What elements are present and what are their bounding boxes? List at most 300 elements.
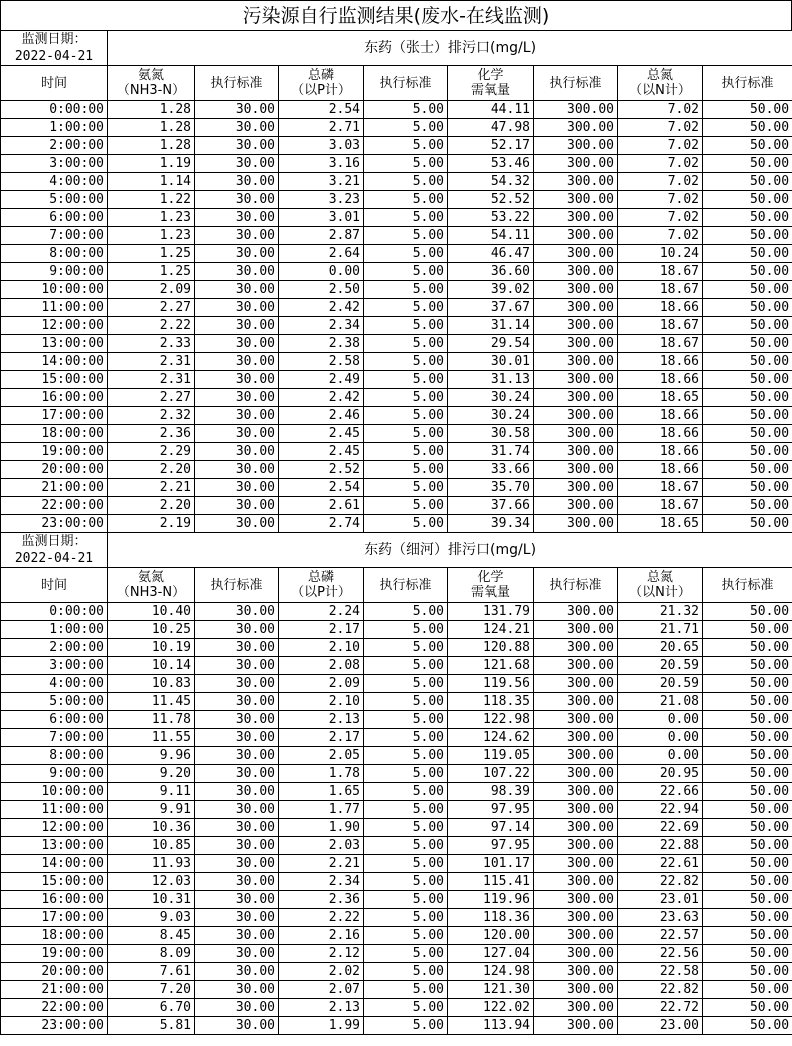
value-cell: 300.00: [534, 173, 618, 191]
value-cell: 300.00: [534, 479, 618, 497]
value-cell: 10.31: [108, 891, 195, 909]
time-cell: 21:00:00: [1, 479, 108, 497]
value-cell: 2.09: [108, 281, 195, 299]
value-cell: 50.00: [703, 891, 792, 909]
value-cell: 2.17: [279, 621, 364, 639]
table-row: [1, 873, 792, 891]
time-cell: 4:00:00: [1, 675, 108, 693]
value-cell: 300.00: [534, 621, 618, 639]
value-cell: 5.00: [364, 621, 448, 639]
value-cell: 300.00: [534, 119, 618, 137]
table-row: [1, 603, 792, 621]
value-cell: 300.00: [534, 747, 618, 765]
monitoring-date-cell: [1, 31, 108, 66]
value-cell: 54.11: [448, 227, 534, 245]
time-cell: 23:00:00: [1, 1017, 108, 1035]
time-cell: 12:00:00: [1, 317, 108, 335]
value-cell: 10.19: [108, 639, 195, 657]
value-cell: 50.00: [703, 173, 792, 191]
value-cell: 300.00: [534, 819, 618, 837]
value-cell: 50.00: [703, 909, 792, 927]
value-cell: 300.00: [534, 693, 618, 711]
value-cell: 300.00: [534, 461, 618, 479]
value-cell: 50.00: [703, 515, 792, 533]
table-row: [1, 443, 792, 461]
value-cell: 50.00: [703, 461, 792, 479]
value-cell: 5.00: [364, 299, 448, 317]
value-cell: 18.67: [618, 335, 703, 353]
value-cell: 10.24: [618, 245, 703, 263]
page-title: 污染源自行监测结果(废水-在线监测): [0, 0, 792, 30]
value-cell: 5.00: [364, 1017, 448, 1035]
value-cell: 0.00: [618, 729, 703, 747]
time-cell: 7:00:00: [1, 227, 108, 245]
value-cell: 5.00: [364, 657, 448, 675]
value-cell: 300.00: [534, 443, 618, 461]
value-cell: 30.00: [195, 999, 279, 1017]
value-cell: 300.00: [534, 963, 618, 981]
value-cell: 30.00: [195, 461, 279, 479]
value-cell: 2.74: [279, 515, 364, 533]
value-cell: 300.00: [534, 855, 618, 873]
table-row: [1, 945, 792, 963]
value-cell: 7.20: [108, 981, 195, 999]
time-cell: 19:00:00: [1, 443, 108, 461]
value-cell: 300.00: [534, 1017, 618, 1035]
table-row: [1, 963, 792, 981]
value-cell: 50.00: [703, 963, 792, 981]
time-cell: 2:00:00: [1, 639, 108, 657]
value-cell: 121.30: [448, 981, 534, 999]
value-cell: 1.28: [108, 101, 195, 119]
value-cell: 300.00: [534, 389, 618, 407]
value-cell: 50.00: [703, 353, 792, 371]
value-cell: 2.09: [279, 675, 364, 693]
value-cell: 8.09: [108, 945, 195, 963]
value-cell: 30.00: [195, 801, 279, 819]
value-cell: 300.00: [534, 657, 618, 675]
value-cell: 50.00: [703, 873, 792, 891]
value-cell: 113.94: [448, 1017, 534, 1035]
value-cell: 5.00: [364, 497, 448, 515]
value-cell: 36.60: [448, 263, 534, 281]
value-cell: 300.00: [534, 945, 618, 963]
value-cell: 300.00: [534, 425, 618, 443]
value-cell: 30.00: [195, 281, 279, 299]
value-cell: 30.00: [195, 639, 279, 657]
value-cell: 300.00: [534, 711, 618, 729]
value-cell: 5.00: [364, 209, 448, 227]
table-row: [1, 891, 792, 909]
value-cell: 2.49: [279, 371, 364, 389]
value-cell: 300.00: [534, 515, 618, 533]
value-cell: 5.00: [364, 173, 448, 191]
value-cell: 50.00: [703, 299, 792, 317]
time-cell: 4:00:00: [1, 173, 108, 191]
value-cell: 10.25: [108, 621, 195, 639]
value-cell: 22.61: [618, 855, 703, 873]
value-cell: 5.00: [364, 963, 448, 981]
value-cell: 5.00: [364, 693, 448, 711]
value-cell: 5.00: [364, 819, 448, 837]
value-cell: 30.00: [195, 353, 279, 371]
value-cell: 119.96: [448, 891, 534, 909]
value-cell: 50.00: [703, 101, 792, 119]
value-cell: 300.00: [534, 407, 618, 425]
value-cell: 18.67: [618, 479, 703, 497]
value-cell: 35.70: [448, 479, 534, 497]
value-cell: 5.00: [364, 227, 448, 245]
value-cell: 12.03: [108, 873, 195, 891]
value-cell: 7.02: [618, 101, 703, 119]
value-cell: 2.08: [279, 657, 364, 675]
value-cell: 5.00: [364, 729, 448, 747]
table-row: [1, 981, 792, 999]
time-cell: 22:00:00: [1, 497, 108, 515]
time-cell: 16:00:00: [1, 891, 108, 909]
value-cell: 46.47: [448, 245, 534, 263]
value-cell: 300.00: [534, 281, 618, 299]
value-cell: 3.21: [279, 173, 364, 191]
table-row: [1, 389, 792, 407]
value-cell: 30.00: [195, 927, 279, 945]
value-cell: 20.65: [618, 639, 703, 657]
time-cell: 0:00:00: [1, 603, 108, 621]
table-row: [1, 783, 792, 801]
value-cell: 5.00: [364, 747, 448, 765]
value-cell: 11.45: [108, 693, 195, 711]
value-cell: 18.66: [618, 407, 703, 425]
outlet-title: 东药（张士）排污口(mg/L): [108, 31, 792, 66]
value-cell: 54.32: [448, 173, 534, 191]
monitoring-date-label: 监测日期：: [21, 32, 87, 47]
value-cell: 22.88: [618, 837, 703, 855]
time-cell: 18:00:00: [1, 927, 108, 945]
value-cell: 30.00: [195, 873, 279, 891]
value-cell: 18.66: [618, 371, 703, 389]
value-cell: 30.00: [195, 299, 279, 317]
value-cell: 50.00: [703, 675, 792, 693]
column-header-row: [1, 568, 792, 603]
value-cell: 3.16: [279, 155, 364, 173]
time-cell: 13:00:00: [1, 837, 108, 855]
time-cell: 20:00:00: [1, 963, 108, 981]
value-cell: 50.00: [703, 819, 792, 837]
value-cell: 30.00: [195, 729, 279, 747]
value-cell: 30.00: [195, 137, 279, 155]
value-cell: 5.00: [364, 801, 448, 819]
value-cell: 22.72: [618, 999, 703, 1017]
time-cell: 6:00:00: [1, 209, 108, 227]
value-cell: 5.00: [364, 603, 448, 621]
value-cell: 30.00: [195, 335, 279, 353]
value-cell: 1.99: [279, 1017, 364, 1035]
value-cell: 50.00: [703, 711, 792, 729]
value-cell: 30.00: [195, 119, 279, 137]
value-cell: 2.87: [279, 227, 364, 245]
value-cell: 22.82: [618, 873, 703, 891]
table-row: [1, 621, 792, 639]
value-cell: 50.00: [703, 317, 792, 335]
value-cell: 10.85: [108, 837, 195, 855]
value-cell: 2.34: [279, 317, 364, 335]
value-cell: 300.00: [534, 245, 618, 263]
value-cell: 2.52: [279, 461, 364, 479]
column-header: 氨氮 （NH3-N）: [108, 568, 195, 603]
column-header: 执行标准: [703, 568, 792, 603]
monitoring-date-value: 2022-04-21: [14, 551, 94, 566]
value-cell: 18.66: [618, 443, 703, 461]
value-cell: 18.66: [618, 353, 703, 371]
value-cell: 5.00: [364, 639, 448, 657]
value-cell: 2.32: [108, 407, 195, 425]
table-row: [1, 675, 792, 693]
value-cell: 300.00: [534, 765, 618, 783]
table-row: [1, 119, 792, 137]
value-cell: 30.00: [195, 621, 279, 639]
value-cell: 18.65: [618, 515, 703, 533]
value-cell: 5.00: [364, 711, 448, 729]
value-cell: 30.00: [195, 479, 279, 497]
value-cell: 2.31: [108, 353, 195, 371]
value-cell: 300.00: [534, 927, 618, 945]
table-row: [1, 909, 792, 927]
table-row: [1, 299, 792, 317]
value-cell: 50.00: [703, 657, 792, 675]
value-cell: 30.00: [195, 407, 279, 425]
value-cell: 9.96: [108, 747, 195, 765]
monitoring-date-value: 2022-04-21: [14, 49, 94, 64]
value-cell: 300.00: [534, 137, 618, 155]
value-cell: 300.00: [534, 317, 618, 335]
column-header: 执行标准: [534, 66, 618, 101]
value-cell: 50.00: [703, 999, 792, 1017]
time-cell: 13:00:00: [1, 335, 108, 353]
value-cell: 118.35: [448, 693, 534, 711]
column-header: 执行标准: [195, 66, 279, 101]
value-cell: 50.00: [703, 371, 792, 389]
value-cell: 300.00: [534, 783, 618, 801]
table-row: [1, 425, 792, 443]
time-cell: 1:00:00: [1, 119, 108, 137]
column-header: 氨氮 （NH3-N）: [108, 66, 195, 101]
time-cell: 0:00:00: [1, 101, 108, 119]
value-cell: 50.00: [703, 837, 792, 855]
value-cell: 30.00: [195, 981, 279, 999]
value-cell: 30.00: [195, 819, 279, 837]
column-header: 总氮 （以N计）: [618, 568, 703, 603]
value-cell: 107.22: [448, 765, 534, 783]
column-header: 总磷 （以P计）: [279, 66, 364, 101]
column-header: 化学 需氧量: [448, 66, 534, 101]
value-cell: 18.67: [618, 281, 703, 299]
value-cell: 300.00: [534, 981, 618, 999]
column-header: 执行标准: [364, 568, 448, 603]
value-cell: 5.00: [364, 389, 448, 407]
table-row: [1, 479, 792, 497]
value-cell: 5.00: [364, 765, 448, 783]
value-cell: 5.00: [364, 317, 448, 335]
monitoring-date-cell: [1, 533, 108, 568]
time-cell: 21:00:00: [1, 981, 108, 999]
value-cell: 300.00: [534, 335, 618, 353]
value-cell: 115.41: [448, 873, 534, 891]
value-cell: 2.22: [279, 909, 364, 927]
table-row: [1, 1017, 792, 1035]
value-cell: 50.00: [703, 119, 792, 137]
table-row: [1, 191, 792, 209]
value-cell: 30.00: [195, 317, 279, 335]
value-cell: 30.00: [195, 101, 279, 119]
time-cell: 22:00:00: [1, 999, 108, 1017]
table-row: [1, 245, 792, 263]
value-cell: 5.00: [364, 927, 448, 945]
value-cell: 5.00: [364, 443, 448, 461]
value-cell: 5.00: [364, 479, 448, 497]
value-cell: 53.22: [448, 209, 534, 227]
value-cell: 2.36: [279, 891, 364, 909]
value-cell: 1.78: [279, 765, 364, 783]
value-cell: 9.20: [108, 765, 195, 783]
time-cell: 18:00:00: [1, 425, 108, 443]
value-cell: 9.03: [108, 909, 195, 927]
value-cell: 21.71: [618, 621, 703, 639]
value-cell: 1.22: [108, 191, 195, 209]
value-cell: 18.66: [618, 425, 703, 443]
value-cell: 7.02: [618, 209, 703, 227]
value-cell: 30.00: [195, 837, 279, 855]
time-cell: 11:00:00: [1, 299, 108, 317]
value-cell: 5.00: [364, 675, 448, 693]
value-cell: 120.88: [448, 639, 534, 657]
value-cell: 300.00: [534, 299, 618, 317]
value-cell: 2.29: [108, 443, 195, 461]
value-cell: 44.11: [448, 101, 534, 119]
value-cell: 2.02: [279, 963, 364, 981]
value-cell: 47.98: [448, 119, 534, 137]
table-row: [1, 927, 792, 945]
column-header: 执行标准: [534, 568, 618, 603]
value-cell: 2.42: [279, 389, 364, 407]
value-cell: 2.71: [279, 119, 364, 137]
value-cell: 53.46: [448, 155, 534, 173]
value-cell: 1.23: [108, 209, 195, 227]
value-cell: 50.00: [703, 693, 792, 711]
value-cell: 30.00: [195, 515, 279, 533]
value-cell: 2.42: [279, 299, 364, 317]
value-cell: 124.62: [448, 729, 534, 747]
value-cell: 50.00: [703, 245, 792, 263]
value-cell: 39.02: [448, 281, 534, 299]
value-cell: 2.22: [108, 317, 195, 335]
table-row: [1, 155, 792, 173]
table-row: [1, 855, 792, 873]
value-cell: 30.00: [195, 155, 279, 173]
value-cell: 8.45: [108, 927, 195, 945]
value-cell: 5.00: [364, 873, 448, 891]
value-cell: 10.14: [108, 657, 195, 675]
time-cell: 17:00:00: [1, 407, 108, 425]
value-cell: 300.00: [534, 371, 618, 389]
value-cell: 5.00: [364, 101, 448, 119]
value-cell: 2.38: [279, 335, 364, 353]
column-header: 化学 需氧量: [448, 568, 534, 603]
column-header: 总氮 （以N计）: [618, 66, 703, 101]
time-cell: 2:00:00: [1, 137, 108, 155]
time-cell: 7:00:00: [1, 729, 108, 747]
value-cell: 3.03: [279, 137, 364, 155]
value-cell: 1.25: [108, 245, 195, 263]
value-cell: 2.13: [279, 711, 364, 729]
value-cell: 22.69: [618, 819, 703, 837]
value-cell: 2.10: [279, 693, 364, 711]
value-cell: 300.00: [534, 675, 618, 693]
value-cell: 22.66: [618, 783, 703, 801]
column-header: 执行标准: [703, 66, 792, 101]
value-cell: 22.57: [618, 927, 703, 945]
value-cell: 2.34: [279, 873, 364, 891]
value-cell: 30.00: [195, 245, 279, 263]
value-cell: 5.00: [364, 891, 448, 909]
value-cell: 7.02: [618, 227, 703, 245]
value-cell: 2.10: [279, 639, 364, 657]
value-cell: 37.66: [448, 497, 534, 515]
value-cell: 127.04: [448, 945, 534, 963]
column-header: 时间: [1, 66, 108, 101]
time-cell: 11:00:00: [1, 801, 108, 819]
table-row: [1, 137, 792, 155]
table-row: [1, 819, 792, 837]
outlet-title: 东药（细河）排污口(mg/L): [108, 533, 792, 568]
value-cell: 1.23: [108, 227, 195, 245]
value-cell: 10.36: [108, 819, 195, 837]
time-cell: 16:00:00: [1, 389, 108, 407]
value-cell: 300.00: [534, 497, 618, 515]
value-cell: 7.61: [108, 963, 195, 981]
value-cell: 30.00: [195, 693, 279, 711]
value-cell: 30.58: [448, 425, 534, 443]
value-cell: 30.00: [195, 425, 279, 443]
monitoring-date-label: 监测日期：: [21, 534, 87, 549]
value-cell: 1.14: [108, 173, 195, 191]
value-cell: 50.00: [703, 425, 792, 443]
time-cell: 12:00:00: [1, 819, 108, 837]
value-cell: 50.00: [703, 479, 792, 497]
value-cell: 2.05: [279, 747, 364, 765]
value-cell: 124.98: [448, 963, 534, 981]
value-cell: 30.00: [195, 371, 279, 389]
table-row: [1, 101, 792, 119]
value-cell: 5.81: [108, 1017, 195, 1035]
column-header: 执行标准: [364, 66, 448, 101]
value-cell: 2.45: [279, 443, 364, 461]
value-cell: 50.00: [703, 603, 792, 621]
value-cell: 50.00: [703, 227, 792, 245]
column-header-row: [1, 66, 792, 101]
value-cell: 50.00: [703, 263, 792, 281]
value-cell: 29.54: [448, 335, 534, 353]
value-cell: 2.03: [279, 837, 364, 855]
value-cell: 5.00: [364, 999, 448, 1017]
value-cell: 5.00: [364, 281, 448, 299]
value-cell: 5.00: [364, 855, 448, 873]
value-cell: 300.00: [534, 891, 618, 909]
column-header: 时间: [1, 568, 108, 603]
time-cell: 5:00:00: [1, 693, 108, 711]
value-cell: 101.17: [448, 855, 534, 873]
value-cell: 300.00: [534, 191, 618, 209]
value-cell: 50.00: [703, 945, 792, 963]
